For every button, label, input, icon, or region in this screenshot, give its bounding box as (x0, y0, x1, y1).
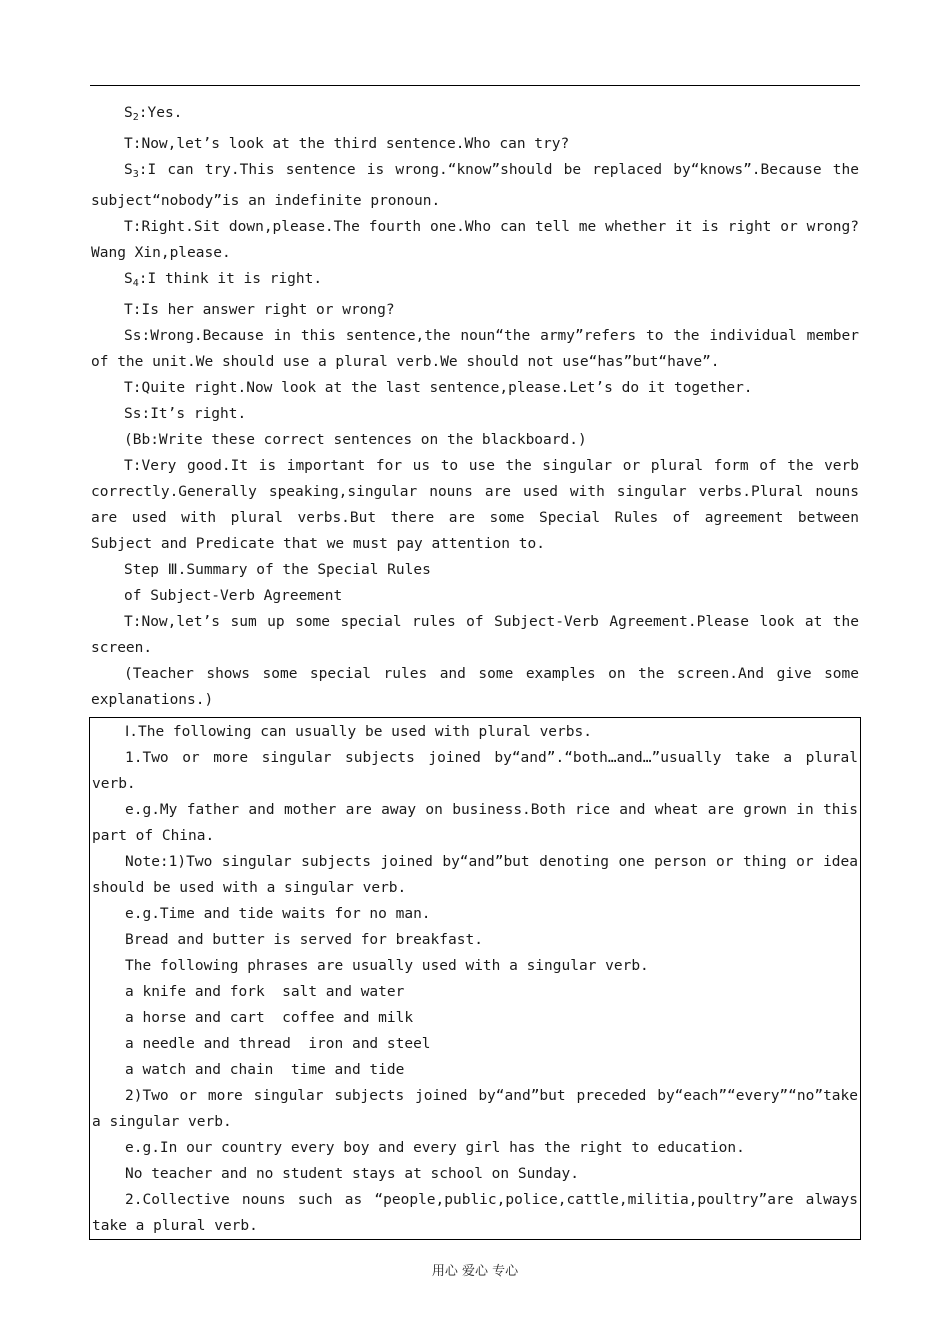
example-line: e.g.In our country every boy and every girl has the right to education. (125, 1140, 745, 1156)
stage-direction: (Teacher shows some special rules and some examples on the screen.And give some explanations.) (91, 666, 859, 708)
step-heading: Step Ⅲ.Summary of the Special Rules (124, 562, 431, 578)
dialogue-line: T:Is her answer right or wrong? (124, 302, 395, 318)
rule-line: The following phrases are usually used with a singular verb. (125, 958, 649, 974)
rule-line: 2.Collective nouns such as “people,public,police,cattle,militia,poultry”are always take a plural verb. (92, 1192, 858, 1234)
example-line: e.g.Time and tide waits for no man. (125, 906, 431, 922)
dialogue-line: Ss:It’s right. (124, 406, 247, 422)
dialogue-line: T:Now,let’s sum up some special rules of Subject-Verb Agreement.Please look at the screen. (91, 614, 859, 656)
phrase-line: a needle and thread iron and steel (125, 1036, 431, 1052)
header-rule (90, 85, 860, 86)
rule-heading: Ⅰ.The following can usually be used with plural verbs. (125, 724, 592, 740)
example-line: e.g.My father and mother are away on business.Both rice and wheat are grown in this part of China. (92, 802, 858, 844)
rule-line: 2)Two or more singular subjects joined by“and”but preceded by“each”“every”“no”take a singular verb. (92, 1088, 858, 1130)
dialogue-line: Ss:Wrong.Because in this sentence,the noun“the army”refers to the individual member of the unit.We should use a plural verb.We should not use“has”but“have”. (91, 328, 859, 370)
stage-direction: (Bb:Write these correct sentences on the blackboard.) (124, 432, 587, 448)
dialogue-line: $S_4:I$ think it is right. (124, 271, 323, 289)
dialogue-line: T:Very good.It is important for us to use the singular or plural form of the verb correctly.Generally speaking,singular nouns are used with singular verbs.Plural nouns are used with plural verbs.But there are some Special Rules of agreement between Subject and Predicate that we must pay attention to. (91, 458, 859, 552)
phrase-line: a watch and chain time and tide (125, 1062, 405, 1078)
rules-box (89, 717, 861, 1240)
dialogue-line: T:Now,let’s look at the third sentence.Who can try? (124, 136, 570, 152)
dialogue-line: $S_3:I$ can try.This sentence is wrong.“know”should be replaced by“knows”.Because the subject“nobody”is an indefinite pronoun. (91, 162, 859, 209)
note-line: Note:1)Two singular subjects joined by“and”but denoting one person or thing or idea should be used with a singular verb. (92, 854, 858, 896)
step-heading-cont: of Subject-Verb Agreement (124, 588, 343, 604)
phrase-line: a horse and cart coffee and milk (125, 1010, 414, 1026)
example-line: Bread and butter is served for breakfast. (125, 932, 483, 948)
example-line: No teacher and no student stays at school on Sunday. (125, 1166, 579, 1182)
page-footer: 用心 爱心 专心 (431, 1264, 519, 1279)
phrase-line: a knife and fork salt and water (125, 984, 405, 1000)
document-body (91, 100, 859, 1240)
dialogue-line: T:Right.Sit down,please.The fourth one.Who can tell me whether it is right or wrong? Wang Xin,please. (91, 219, 859, 261)
dialogue-line: $S_2:Yes$. (124, 105, 183, 123)
dialogue-line: T:Quite right.Now look at the last sentence,please.Let’s do it together. (124, 380, 753, 396)
rule-line: 1.Two or more singular subjects joined by“and”.“both…and…”usually take a plural verb. (92, 750, 858, 792)
